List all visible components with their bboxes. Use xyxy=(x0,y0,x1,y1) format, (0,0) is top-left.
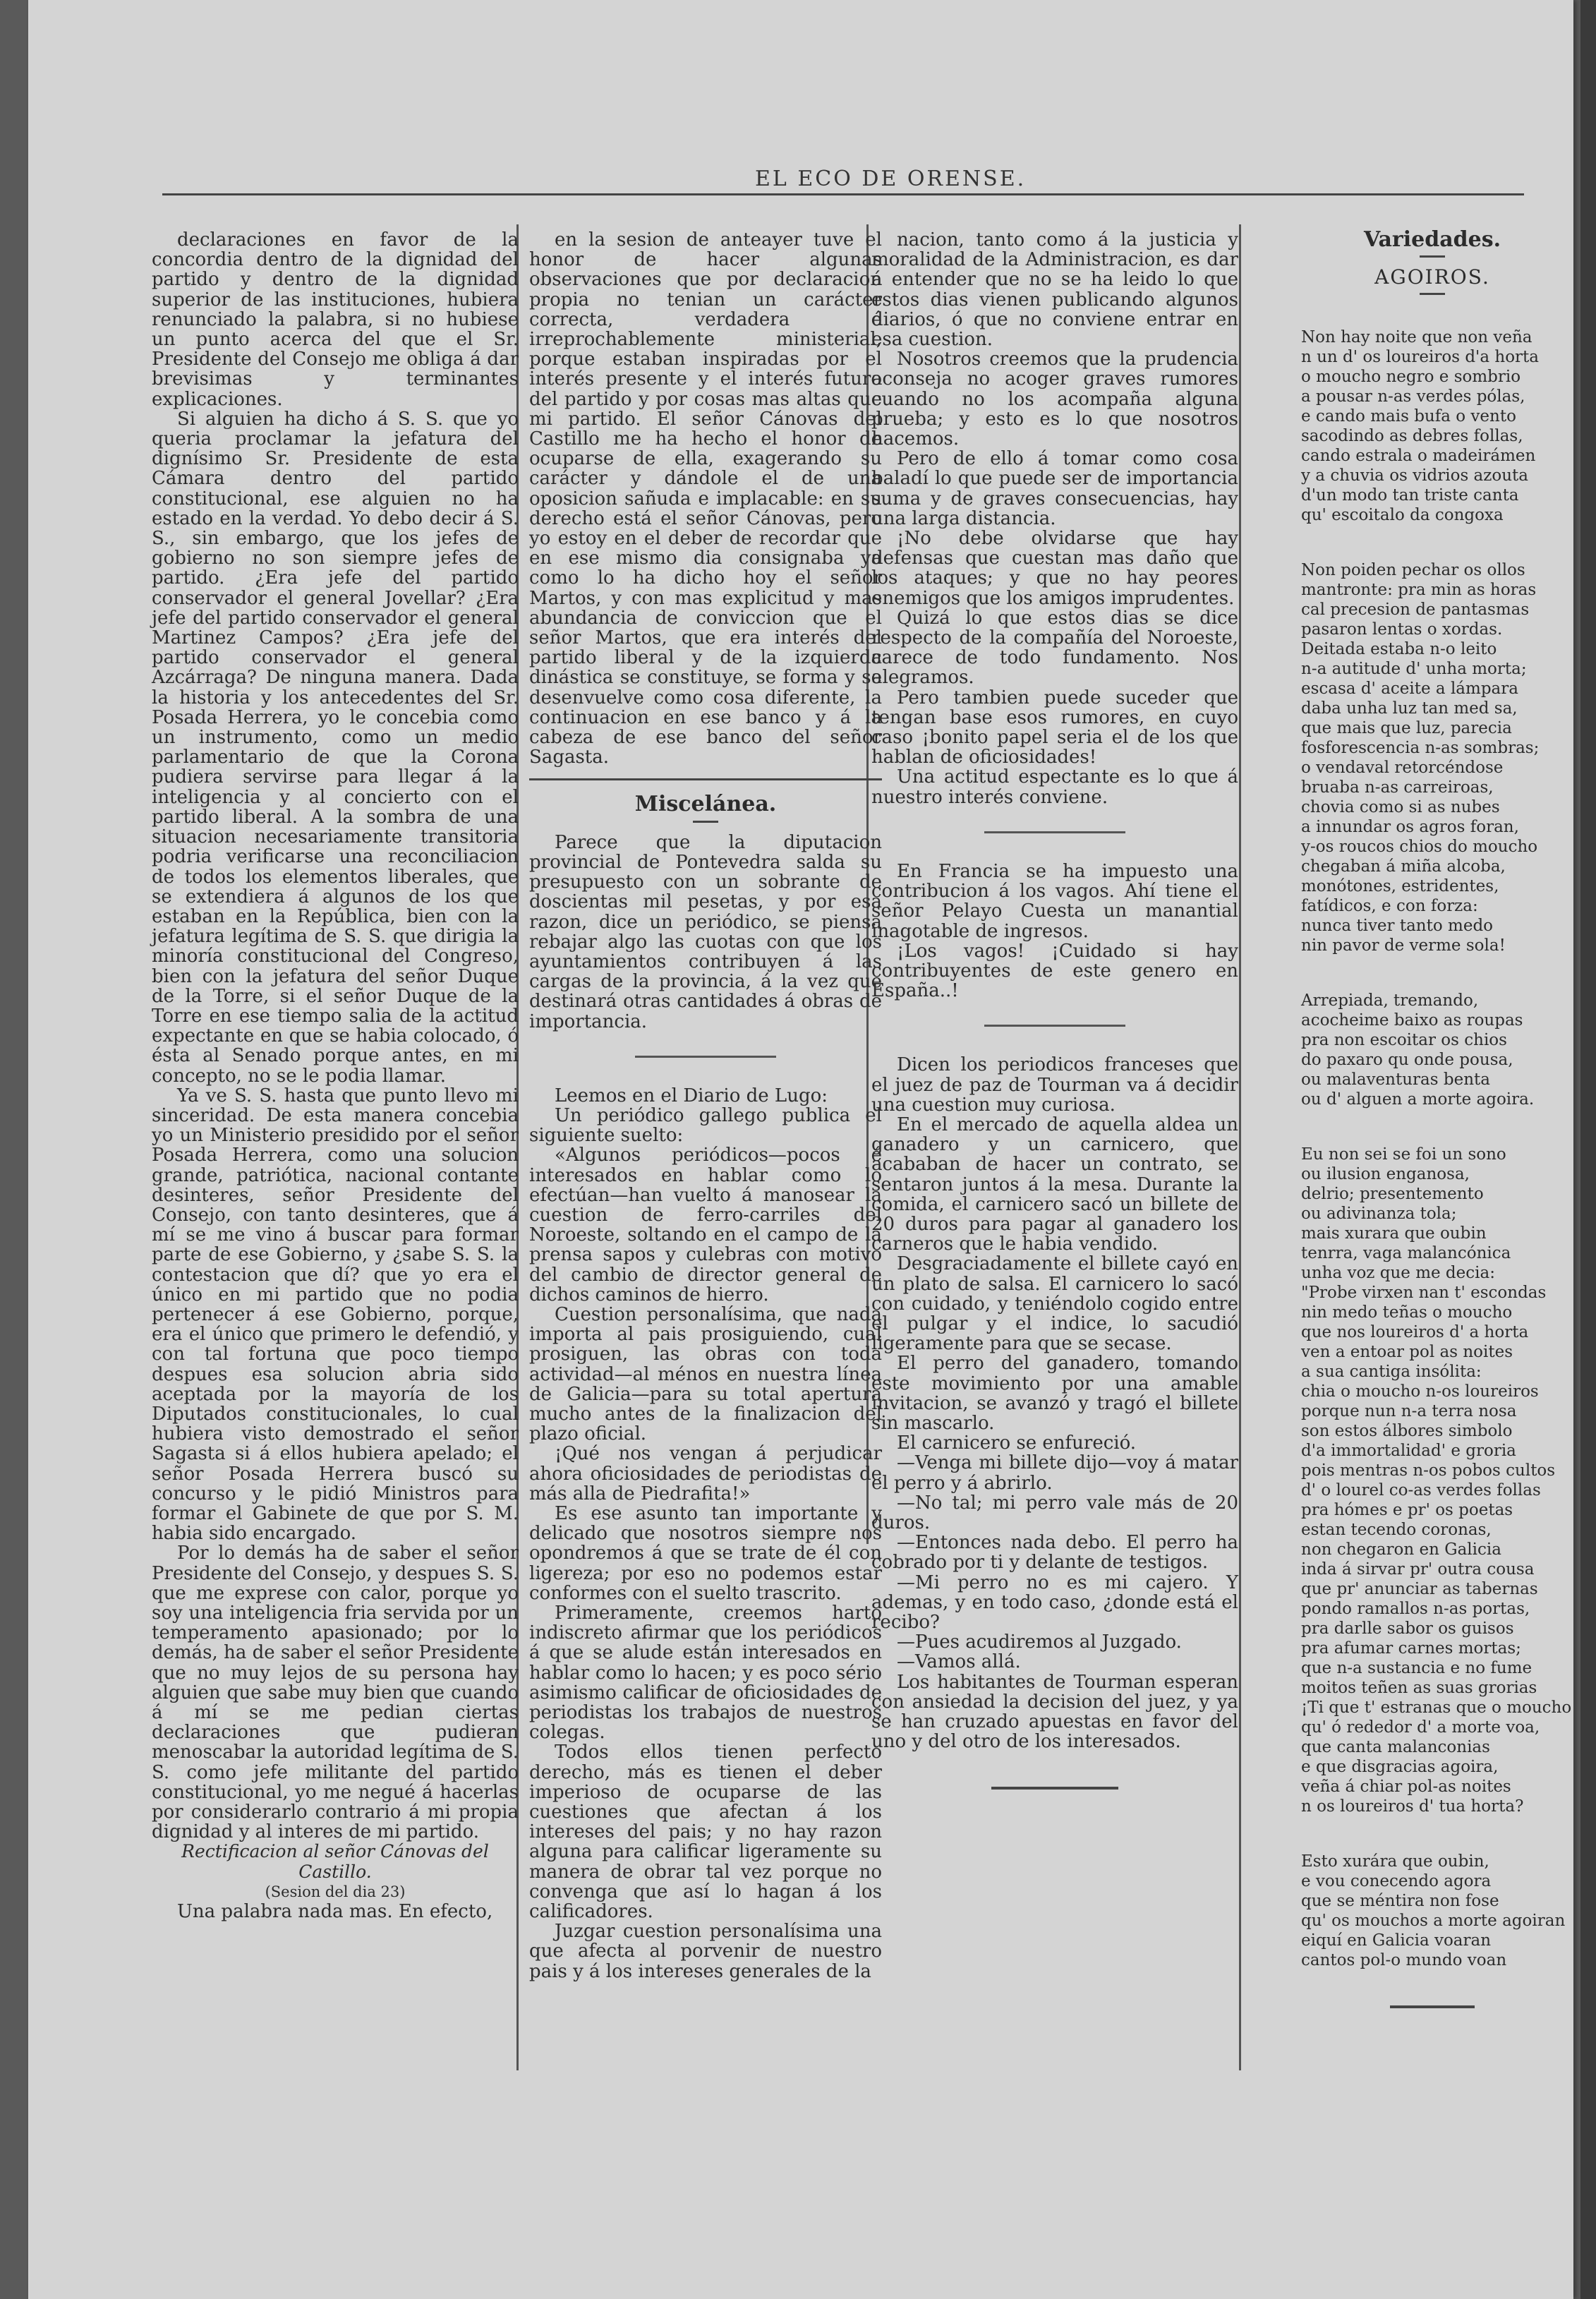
heading-dash xyxy=(693,821,718,823)
poem-stanza: Eu non sei se foi un sono ou ilusion enganosa, delrio; presentemento ou adivinanza tola; mais xurara que oubin tenrra, vaga malancónica unha voz que me decia: "Probe virxen nan t' escondas nin medo teñas o moucho que nos loureiros d' a horta ven a entoar pol as noites a sua cantiga insólita: chia o moucho n-os loureiros porque nun n-a terra nosa son estos álbores simbolo d'a immortalidad' e groria pois mentras n-os pobos cultos d' o lourel co-as verdes follas pra hómes e pr' os poetas estan tecendo coronas, non chegaron en Galicia inda á sirvar pr' outra cousa que pr' anunciar as tabernas pondo ramallos n-as portas, pra darlle sabor os guisos pra afumar carnes mortas; que n-a sustancia e no fume moitos teñen as suas grorias ¡Ti que t' estranas que o moucho qu' ó rededor d' a morte voa, que canta malanconias e que disgracias agoira, veña á chiar pol-as noites n os loureiros d' tua horta? xyxy=(1301,1145,1572,1816)
newspaper-page xyxy=(28,0,1573,2299)
poem-stanza: Arrepiada, tremando, acocheime baixo as roupas pra non escoitar os chios do paxaro qu onde pousa, ou malaventuras benta ou d' alguen a morte agoira. xyxy=(1301,991,1535,1109)
rectification-heading: Rectificacion al señor Cánovas del Castillo. xyxy=(181,1841,489,1882)
heading-dash xyxy=(1420,255,1445,258)
paragraph: Nosotros creemos que la prudencia aconseja no acoger graves rumores cuando no los acompaña alguna prueba; y esto es lo que nosotros hacemos. xyxy=(871,349,1238,450)
paragraph: ¡No debe olvidarse que hay defensas que cuestan mas daño que los ataques; y que no hay peores enemigos que los amigos imprudentes. xyxy=(871,528,1238,609)
paragraph: —Vamos allá. xyxy=(897,1651,1021,1673)
session-note: (Sesion del dia 23) xyxy=(265,1883,406,1900)
paragraph: Dicen los periodicos franceses que el juez de paz de Tourman va á decidir una cuestion muy curiosa. xyxy=(871,1054,1238,1116)
scan-edge xyxy=(1580,0,1596,2299)
masthead-rule xyxy=(162,193,1524,195)
column-3 xyxy=(871,230,1238,1790)
poem-stanza: Non poiden pechar os ollos mantronte: pra min as horas cal precesion de pantasmas pasaron lentas o xordas. Deitada estaba n-o leito n-a autitude d' unha morta; escasa d' aceite a lámpara daba unha luz tan med sa, que mais que luz, parecia fosforescencia n-as sombras; o vendaval retorcéndose bruaba n-as carreiroas, chovia como si as nubes a innundar os agros foran, y-os roucos chios do moucho chegaban á miña alcoba, monótones, estridentes, fatídicos, e con forza: nunca tiver tanto medo nin pavor de verme sola! xyxy=(1301,561,1540,955)
paragraph: en la sesion de anteayer tuve el honor de hacer algunas observaciones que por declaracion propia no tenian un carácter correcta, verdadera é irreprochablemente ministerial, porque estaban inspiradas por el interés presente y el interés futuro del partido y por cosas mas altas que mi partido. El señor Cánovas del Castillo me ha hecho el honor de ocuparse de ella, exagerando su carácter y dándole el de una oposicion sañuda e implacable: en su derecho está el señor Cánovas, pero yo estoy en el deber de recordar que en ese mismo dia consignaba ya como lo ha dicho hoy el señor Martos, y con mas explicitud y mas abundancia de conviccion que el señor Martos, que era interés del partido liberal y de la izquierda dinástica se constituye, se forma y se desenvuelve como cosa diferente, la continuacion en ese banco y á la cabeza de ese banco del señor Sagasta. xyxy=(529,229,882,768)
paragraph: Todos ellos tienen perfecto derecho, más es tienen el deber imperioso de ocuparse de las cuestiones que afectan á los intereses del pais; y no hay razon alguna para calificar ligeramente su manera de obrar tal vez porque no convenga que así lo hagan á los calificadores. xyxy=(529,1742,882,1923)
section-separator xyxy=(529,778,882,780)
paragraph: «Algunos periódicos—pocos é interesados en hablar como lo efectúan—han vuelto á manosear la cuestion de ferro-carriles del Noroeste, soltando en el campo de la prensa sapos y culebras con motivo del cambio de director general de dichos caminos de hierro. xyxy=(529,1145,882,1305)
masthead xyxy=(28,167,1573,195)
column-1 xyxy=(152,230,519,1921)
paragraph: Pero de ello á tomar como cosa baladí lo que puede ser de importancia suma y de graves consecuencias, hay una larga distancia. xyxy=(871,448,1238,529)
column-4 xyxy=(1291,227,1573,2008)
column-2 xyxy=(529,230,882,1981)
paragraph: Si alguien ha dicho á S. S. que yo queria proclamar la jefatura del dignísimo Sr. Presidente de esta Cámara dentro del partido constitucional, ese alguien no ha estado en la verdad. Yo debo decir á S. S., sin embargo, que los jefes de gobierno no son siempre jefes de partido. ¿Era jefe del partido conservador el general Jovellar? ¿Era jefe del partido conservador el general Martinez Campos? ¿Era jefe del partido conservador el general Azcárraga? De ninguna manera. Dada la historia y los antecedentes del Sr. Posada Herrera, yo le concebia como un instrumento, como un medio parlamentario de que la Corona pudiera servirse para llegar á la inteligencia y al concierto con el partido liberal. A la sombra de una situacion necesariamente transitoria podria verificarse una reconciliacion de todos los elementos liberales, que se extendiera á algunos de los que estaban en la República, bien con la jefatura legítima de S. S. que dirigia la minoría constitucional del Congreso, bien con la jefatura del señor Duque de la Torre, si el señor Duque de la Torre en ese tiempo salia de la actitud expectante en que se habia colocado, ó ésta al Senado porque antes, en mi concepto, no se le podia llamar. xyxy=(152,408,519,1087)
end-rule xyxy=(991,1787,1118,1790)
paragraph: Cuestion personalísima, que nada importa al pais prosiguiendo, cual prosiguen, las obras con toda actividad—al ménos en nuestra línea de Galicia—para su total apertura mucho antes de la finalizacion del plazo oficial. xyxy=(529,1303,882,1445)
paragraph: —Venga mi billete dijo—voy á matar el perro y á abrirlo. xyxy=(871,1452,1238,1494)
masthead-title: EL ECO DE ORENSE. xyxy=(755,167,1027,191)
paragraph: Es ese asunto tan importante y delicado que nosotros siempre nos opondremos á que se trate de él con ligereza; por eso no podemos estar conformes con el suelto trascrito. xyxy=(529,1502,882,1604)
paragraph: Juzgar cuestion personalísima una que afecta al porvenir de nuestro pais y á los intereses generales de la xyxy=(529,1921,882,1982)
paragraph: Pero tambien puede suceder que tengan base esos rumores, en cuyo caso ¡bonito papel seria el de los que hablan de oficiosidades! xyxy=(871,687,1238,768)
end-rule xyxy=(1390,2005,1475,2008)
paragraph: Una actitud espectante es lo que á nuestro interés conviene. xyxy=(871,766,1238,808)
poem-title: AGOIROS. xyxy=(1374,265,1490,289)
paragraph: Por lo demás ha de saber el señor Presidente del Consejo, y despues S. S. que me exprese con calor, porque yo soy una inteligencia fria servida por un temperamento apasionado; por lo demás, ha de saber el señor Presidente que no muy lejos de su persona hay alguien que sabe muy bien que cuando á mí se me pedian ciertas declaraciones que pudieran menoscabar la autoridad legítima de S. S. como jefe militante del partido constitucional, yo me negué á hacerlas por considerarlo contrario á mi propia dignidad y al interes de mi partido. xyxy=(152,1543,519,1843)
paragraph: ¡Qué nos vengan á perjudicar ahora oficiosidades de periodistas de más alla de Piedrafita!» xyxy=(529,1443,882,1504)
column-rule-3 xyxy=(1239,224,1241,2070)
paragraph: Primeramente, creemos harto indiscreto afirmar que los periódicos á que se alude están interesados en hablar como lo hacen; y es poco sério asimismo calificar de oficiosidades de periodistas los trabajos de nuestros colegas. xyxy=(529,1603,882,1744)
paragraph: declaraciones en favor de la concordia dentro de la dignidad del partido y dentro de la dignidad superior de las instituciones, hubiera renunciado la palabra, si no hubiese un punto acerca del que el Sr. Presidente del Consejo me obliga á dar brevisimas y terminantes explicaciones. xyxy=(152,229,519,410)
paragraph: Desgraciadamente el billete cayó en un plato de salsa. El carnicero lo sacó con cuidado, y teniéndolo cogido entre el pulgar y el indice, lo sacudió ligeramente para que se secase. xyxy=(871,1253,1238,1355)
poem-stanza: Esto xurára que oubin, e vou conecendo agora que se méntira non fose qu' os mouchos a morte agoiran eiquí en Galicia voaran cantos pol-o mundo voan xyxy=(1301,1852,1566,1969)
paragraph: ¡Los vagos! ¡Cuidado si hay contribuyentes de este genero en España..! xyxy=(871,940,1238,1002)
item-separator xyxy=(635,1056,776,1058)
item-separator xyxy=(984,831,1125,833)
paragraph: —Entonces nada debo. El perro ha cobrado por ti y delante de testigos. xyxy=(871,1532,1238,1574)
paragraph: Leemos en el Diario de Lugo: xyxy=(555,1085,828,1106)
paragraph: En el mercado de aquella aldea un ganadero y un carnicero, que acababan de hacer un contrato, se sentaron juntos á la mesa. Durante la comida, el carnicero sacó un billete de 20 duros para pagar al ganadero los carneros que le habia vendido. xyxy=(871,1114,1238,1255)
section-heading-miscelanea: Miscelánea. xyxy=(634,792,777,817)
paragraph: El carnicero se enfureció. xyxy=(897,1432,1137,1454)
section-heading-variedades: Variedades. xyxy=(1363,227,1501,252)
item-separator xyxy=(984,1025,1125,1027)
paragraph: Quizá lo que estos dias se dice respecto de la compañía del Noroeste, carece de todo fundamento. Nos alegramos. xyxy=(871,607,1238,689)
paragraph: En Francia se ha impuesto una contribucion á los vagos. Ahí tiene el señor Pelayo Cuesta un manantial inagotable de ingresos. xyxy=(871,860,1238,942)
paragraph: Ya ve S. S. hasta que punto llevo mi sinceridad. De esta manera concebia yo un Ministerio presidido por el señor Posada Herrera, como una solucion grande, patriótica, nacional contante desinteres, señor Presidente del Consejo, con tanto desinteres, que á mí se me vino á buscar para formar parte de ese Gobierno, y ¿sabe S. S. la contestacion que dí? que yo era el único en mi partido que no podia pertenecer á ese Gobierno, porque, era el único que primero le defendió, y con tal fortuna que poco tiempo despues esa solucion abria sido aceptada por la mayoría de los Diputados constitucionales, lo cual hubiera visto demostrado el señor Sagasta si á ellos hubiera apelado; el señor Posada Herrera buscó su concurso y le pidió Ministros para formar el Gabinete de que por S. M. habia sido encargado. xyxy=(152,1085,519,1545)
paragraph: —Mi perro no es mi cajero. Y ademas, y en todo caso, ¿donde está el recibo? xyxy=(871,1571,1238,1633)
paragraph: Una palabra nada mas. En efecto, xyxy=(177,1901,493,1923)
paragraph: Parece que la diputacion provincial de Pontevedra salda su presupuesto con un sobrante de doscientas mil pesetas, y por esa razon, dice un periódico, se piensa rebajar algo las cuotas con que los ayuntamientos contribuyen á las cargas de la provincia, á la vez que destinará otras cantidades á obras de importancia. xyxy=(529,831,882,1032)
paragraph: Un periódico gallego publica el siguiente suelto: xyxy=(529,1104,882,1147)
paragraph: nacion, tanto como á la justicia y moralidad de la Administracion, es dar á entender que no se ha leido lo que estos dias vienen publicando algunos diarios, ó que no conviene entrar en esa cuestion. xyxy=(871,229,1238,351)
poem-stanza: Non hay noite que non veña n un d' os loureiros d'a horta o moucho negro e sombrio a pousar n-as verdes pólas, e cando mais bufa o vento sacodindo as debres follas, cando estrala o madeirámen y a chuvia os vidrios azouta d'un modo tan triste canta qu' escoitalo da congoxa xyxy=(1301,328,1539,524)
paragraph: —Pues acudiremos al Juzgado. xyxy=(897,1631,1182,1653)
paragraph: El perro del ganadero, tomando este movimiento por una amable invitacion, se avanzó y tragó el billete sin mascarlo. xyxy=(871,1353,1238,1434)
paragraph: Los habitantes de Tourman esperan con ansiedad la decision del juez, y ya se han cruzado apuestas en favor del uno y del otro de los interesados. xyxy=(871,1671,1238,1753)
paragraph: —No tal; mi perro vale más de 20 duros. xyxy=(871,1492,1238,1533)
heading-dash xyxy=(1420,293,1445,295)
